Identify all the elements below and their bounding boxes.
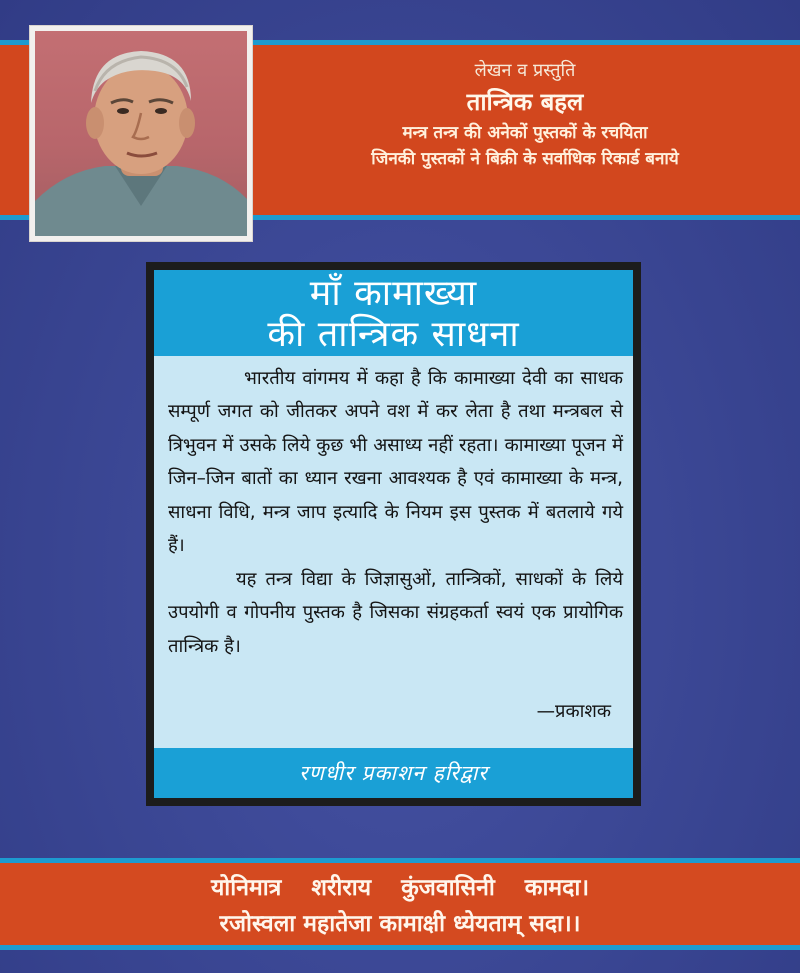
mantra-line-1: योनिमात्र शरीराय कुंजवासिनी कामदा। [210, 875, 590, 901]
author-photo [35, 31, 247, 236]
band-stripe-top [0, 858, 800, 863]
book-title-line-2: की तान्त्रिक साधना [267, 314, 520, 355]
mantra-line-2: रजोस्वला महातेजा कामाक्षी ध्येयताम् सदा।। [219, 911, 581, 937]
book-info-box [146, 262, 641, 806]
author-description-line-2: जिनकी पुस्तकों ने बिक्री के सर्वाधिक रिकार्ड बनाये [371, 149, 679, 169]
portrait-icon [35, 31, 247, 236]
author-name: तान्त्रिक बहल [466, 88, 584, 116]
publisher-name: रणधीर प्रकाशन हरिद्वार [299, 761, 488, 785]
author-photo-frame [29, 25, 253, 242]
book-title-area [154, 270, 633, 356]
band-stripe-bottom [0, 945, 800, 950]
book-title-line-1: माँ कामाख्या [309, 273, 478, 314]
description-paragraph-1: भारतीय वांगमय में कहा है कि कामाख्या देवी का साधक सम्पूर्ण जगत को जीतकर अपने वश में कर लेता है तथा मन्त्रबल से त्रिभुवन में उसके लिये कुछ भी असाध्य नहीं रहता। कामाख्या पूजन में जिन–जिन बातों का ध्यान रखना आवश्यक है एवं कामाख्या के मन्त्र, साधना विधि, मन्त्र जाप इत्यादि के नियम इस पुस्तक में बतलाये गये हैं। [168, 368, 623, 557]
description-paragraph-2: यह तन्त्र विद्या के जिज्ञासुओं, तान्त्रिकों, साधकों के लिये उपयोगी व गोपनीय पुस्तक है जिसका संग्रहकर्ता स्वयं एक प्रायोगिक तान्त्रिक है। [168, 569, 623, 657]
publisher-banner [154, 748, 633, 798]
mantra-band [0, 858, 800, 950]
author-description-line-1: मन्त्र तन्त्र की अनेकों पुस्तकों के रचयिता [402, 123, 648, 143]
author-info [265, 58, 785, 172]
book-description [154, 356, 633, 748]
publisher-signature: —प्रकाशक [536, 701, 611, 722]
author-role: लेखन व प्रस्तुति [474, 60, 576, 81]
